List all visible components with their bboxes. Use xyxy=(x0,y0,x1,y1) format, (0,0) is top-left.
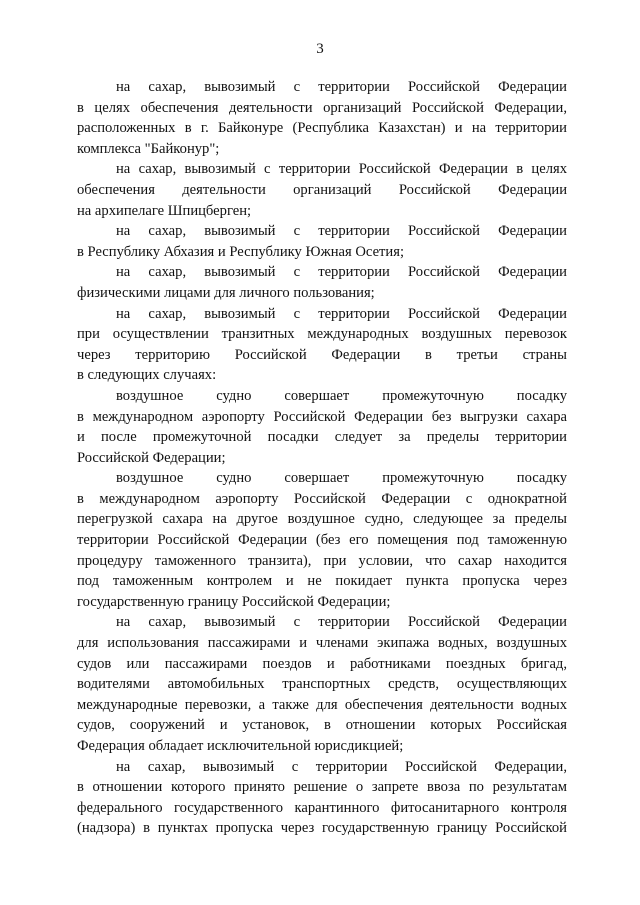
text-line: на архипелаге Шпицберген; xyxy=(77,202,252,219)
text-line: и после промежуточной посадки следует за пределы территории xyxy=(77,429,567,446)
text-line: в международном аэропорту Российской Федерации с однократной xyxy=(77,490,567,507)
text-line: на сахар, вывозимый с территории Российской Федерации xyxy=(116,223,567,240)
text-line: в международном аэропорту Российской Федерации без выгрузки сахара xyxy=(77,408,567,425)
paragraph xyxy=(77,386,567,468)
text-line: Федерация обладает исключительной юрисдикцией; xyxy=(77,738,404,754)
text-line: на сахар, вывозимый с территории Российской Федерации xyxy=(116,79,567,95)
text-line: на сахар, вывозимый с территории Российской Федерации, xyxy=(116,758,567,775)
text-line: при осуществлении транзитных международных воздушных перевозок xyxy=(77,326,567,343)
text-line: воздушное судно совершает промежуточную посадку xyxy=(116,470,567,487)
page-number: 3 xyxy=(316,41,324,57)
text-line: (надзора) в пунктах пропуска через государственную границу Российской xyxy=(77,820,567,837)
paragraph xyxy=(77,159,567,221)
text-line: в целях обеспечения деятельности организаций Российской Федерации, xyxy=(77,99,567,116)
text-line: процедуру таможенного транзита), при условии, что сахар находится xyxy=(77,552,567,569)
text-line: на сахар, вывозимый с территории Российской Федерации xyxy=(116,264,567,281)
text-line: на сахар, вывозимый с территории Российской Федерации в целях xyxy=(116,161,567,178)
text-line: физическими лицами для личного пользования; xyxy=(77,284,375,301)
text-line: судов, сооружений и установок, в отношении которых Российская xyxy=(77,717,567,734)
paragraph xyxy=(77,612,567,756)
text-line: в Республику Абхазия и Республику Южная Осетия; xyxy=(77,243,404,260)
paragraph xyxy=(77,468,567,612)
text-line: обеспечения деятельности организаций Российской Федерации xyxy=(77,181,567,198)
text-line: территории Российской Федерации (без его помещения под таможенную xyxy=(77,532,567,549)
paragraph xyxy=(77,77,567,159)
text-line: Российской Федерации; xyxy=(77,449,226,466)
document-body xyxy=(77,77,567,839)
text-line: под таможенным контролем и не покидает пункта пропуска через xyxy=(77,573,567,590)
paragraph xyxy=(77,304,567,386)
text-line: перегрузкой сахара на другое воздушное судно, следующее за пределы xyxy=(77,511,567,528)
text-line: для использования пассажирами и членами экипажа водных, воздушных xyxy=(77,635,567,652)
text-line: государственную границу Российской Федерации; xyxy=(77,593,391,610)
text-line: международные перевозки, а также для обеспечения деятельности водных xyxy=(77,696,567,713)
text-line: в следующих случаях: xyxy=(77,367,217,384)
text-line: комплекса "Байконур"; xyxy=(77,140,220,157)
paragraph xyxy=(77,757,567,839)
paragraph xyxy=(77,221,567,262)
paragraph xyxy=(77,262,567,303)
text-line: в отношении которого принято решение о запрете ввоза по результатам xyxy=(77,779,567,796)
text-line: судов или пассажирами поездов и работниками поездных бригад, xyxy=(77,655,567,672)
text-line: федерального государственного карантинного фитосанитарного контроля xyxy=(77,799,567,816)
text-line: водителями автомобильных транспортных средств, осуществляющих xyxy=(77,676,567,693)
text-line: воздушное судно совершает промежуточную посадку xyxy=(116,387,567,404)
text-line: через территорию Российской Федерации в третьи страны xyxy=(77,346,567,363)
text-line: на сахар, вывозимый с территории Российской Федерации xyxy=(116,305,567,322)
text-line: на сахар, вывозимый с территории Российской Федерации xyxy=(116,614,567,631)
text-line: расположенных в г. Байконуре (Республика Казахстан) и на территории xyxy=(77,120,567,137)
